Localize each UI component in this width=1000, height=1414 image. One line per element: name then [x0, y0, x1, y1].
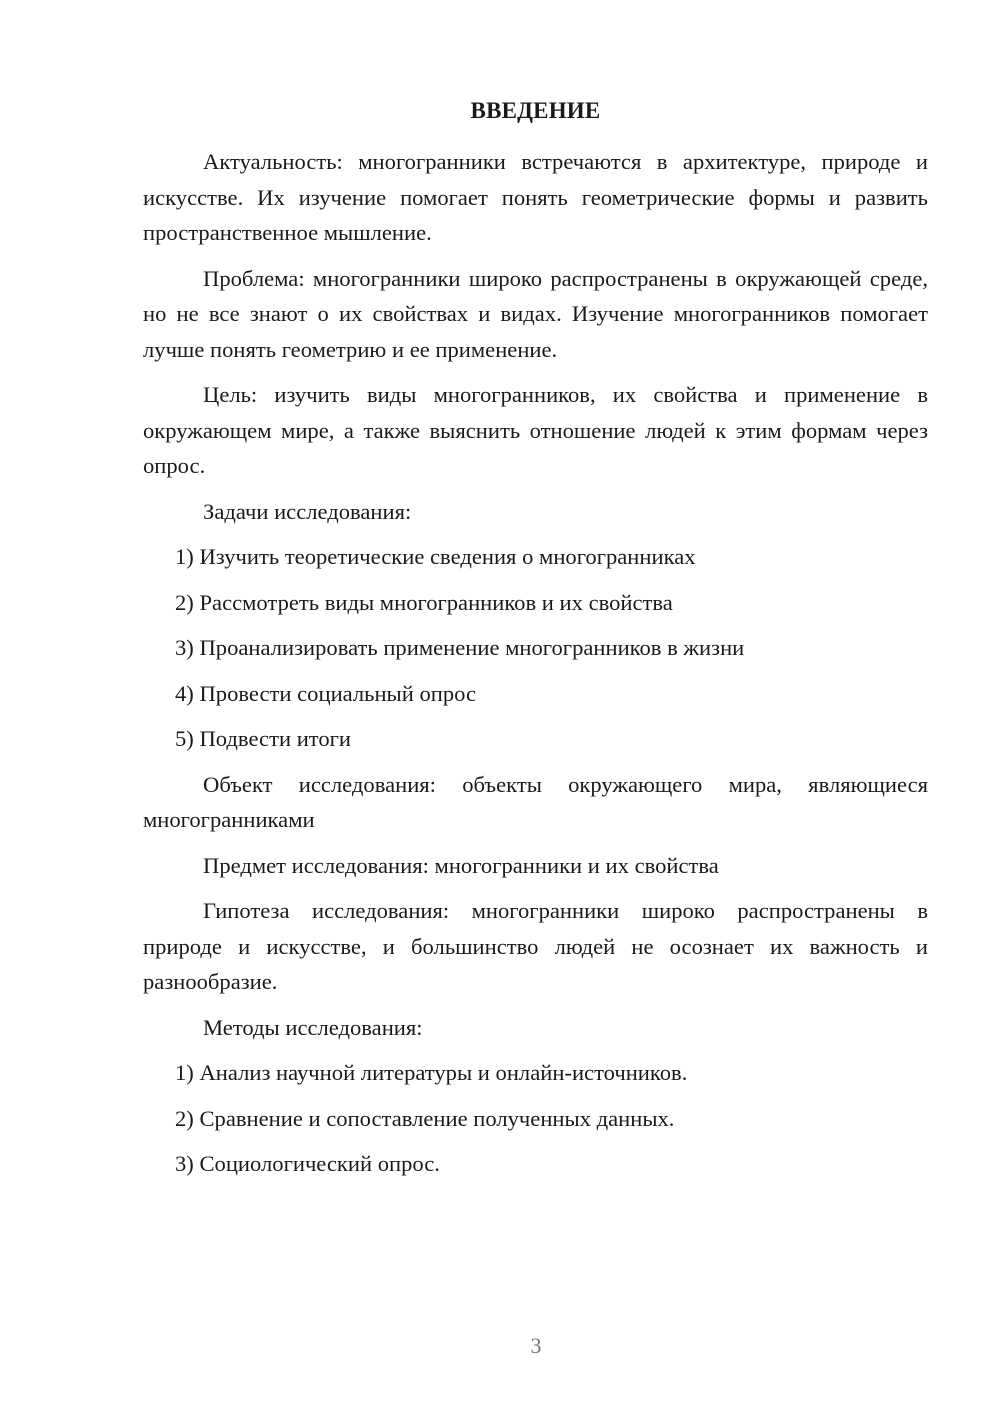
list-item: 1) Изучить теоретические сведения о многогранниках: [175, 544, 696, 569]
list-item: 3) Социологический опрос.: [175, 1151, 440, 1176]
list-item: 4) Провести социальный опрос: [175, 680, 477, 706]
paragraph-subject: Предмет исследования: многогранники и их свойства: [203, 852, 719, 878]
tasks-list: [143, 539, 928, 757]
list-item: 5) Подвести итоги: [175, 726, 352, 751]
paragraph-relevance: Актуальность: многогранники встречаются в архитектуре, природе и искусстве. Их изучение помогает понять геометрические формы и развить пространственное мышление.: [143, 149, 928, 245]
tasks-heading: Задачи исследования:: [203, 498, 412, 524]
methods-heading: Методы исследования:: [203, 1014, 423, 1040]
section-title: ВВЕДЕНИЕ: [470, 98, 601, 123]
list-item: 2) Рассмотреть виды многогранников и их свойства: [175, 589, 673, 615]
list-item: 2) Сравнение и сопоставление полученных данных.: [175, 1105, 675, 1131]
paragraph-problem: Проблема: многогранники широко распространены в окружающей среде, но не все знают о их свойствах и видах. Изучение многогранников помогает лучше понять геометрию и ее применение.: [143, 265, 928, 362]
paragraph-object: Объект исследования: объекты окружающего мира, являющиеся многогранниками: [143, 771, 928, 832]
page-number: 3: [530, 1333, 542, 1358]
list-item: 3) Проанализировать применение многогранников в жизни: [175, 635, 745, 660]
list-item: 1) Анализ научной литературы и онлайн-источников.: [175, 1060, 688, 1085]
document-body: [143, 144, 928, 1192]
paragraph-hypothesis: Гипотеза исследования: многогранники широко распространены в природе и искусстве, и большинство людей не осознает их важность и разнообразие.: [143, 898, 928, 994]
methods-list: [143, 1055, 928, 1182]
paragraph-goal: Цель: изучить виды многогранников, их свойства и применение в окружающем мире, а также выяснить отношение людей к этим формам через опрос.: [143, 382, 928, 478]
